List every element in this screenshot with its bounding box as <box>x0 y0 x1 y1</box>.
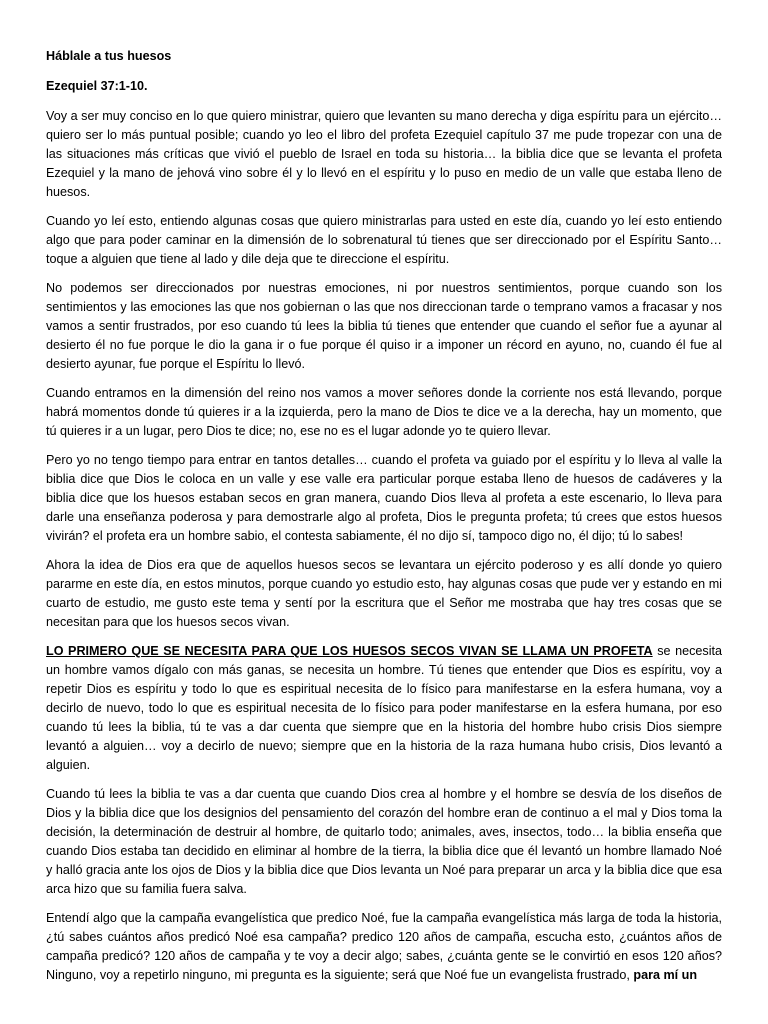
paragraph-6: Ahora la idea de Dios era que de aquellos huesos secos se levantara un ejército poderoso y es allí donde yo quiero pararme en este día, en estos minutos, porque cuando yo estudio esto, hay algunas cosas que pude ver y estando en mi cuarto de estudio, me gusto este tema y sentí por la escritura que el Señor me mostraba que hay tres cosas que se necesitan para que los huesos secos vivan. <box>46 558 722 629</box>
paragraph-3: No podemos ser direccionados por nuestras emociones, ni por nuestros sentimientos, porque cuando son los sentimientos y las emociones las que nos gobiernan o las que nos direccionan tarde o temprano vamos a fracasar y nos vamos a sentir frustrados, por eso cuando tú lees la biblia tú tienes que entender que cuando el señor fue a ayunar al desierto él no fue porque le dio la gana ir o fue porque él quiso ir a imponer un récord en ayuno, no, cuando él fue al desierto ayunar, fue porque el Espíritu lo llevó. <box>46 281 722 371</box>
scripture-reference: Ezequiel 37:1-10. <box>46 79 148 93</box>
first-point-text: se necesita un hombre vamos dígalo con más ganas, se necesita un hombre. Tú tienes que entender que Dios es espíritu, voy a repetir Dios es espíritu y todo lo que es espiritual necesita de lo físico para manifestarse en la esfera humana, voy a decirlo de nuevo, todo lo que es espiritual necesita de lo físico para poder manifestarse en la esfera humana, por eso cuando tú lees la biblia, tú te vas a dar cuenta que siempre que en la historia del hombre hubo crisis Dios siempre levantó a alguien… voy a decirlo de nuevo; siempre que en la historia de la raza humana hubo crisis, Dios levantó a alguien. <box>46 644 722 772</box>
paragraph-5: Pero yo no tengo tiempo para entrar en tantos detalles… cuando el profeta va guiado por el espíritu y lo lleva al valle la biblia dice que Dios le coloca en un valle y ese valle era particular porque estaba lleno de huesos de cadáveres y la biblia dice que los huesos estaban secos en gran manera, cuando Dios lleva al profeta a este escenario, lo lleva para darle una enseñanza poderosa y para demostrarle algo al profeta, Dios le pregunta profeta; tú crees que estos huesos vivirán? el profeta era un hombre sabio, el contesta sabiamente, él no dijo sí, tampoco digo no, él dijo; tú lo sabes! <box>46 453 722 543</box>
document-title: Háblale a tus huesos <box>46 49 172 63</box>
paragraph-4: Cuando entramos en la dimensión del reino nos vamos a mover señores donde la corriente nos está llevando, porque habrá momentos donde tú quieres ir a la izquierda, pero la mano de Dios te dice ve a la derecha, hay un momento, que tú quieres ir a un lugar, pero Dios te dice; no, ese no es el lugar adonde yo te quiero llevar. <box>46 386 722 438</box>
first-point-heading: LO PRIMERO QUE SE NECESITA PARA QUE LOS HUESOS SECOS VIVAN SE LLAMA UN PROFETA <box>46 644 653 658</box>
paragraph-1: Voy a ser muy conciso en lo que quiero ministrar, quiero que levanten su mano derecha y diga espíritu para un ejército… quiero ser lo más puntual posible; cuando yo leo el libro del profeta Ezequiel capítulo 37 me pude tropezar con una de las situaciones más críticas que vivió el pueblo de Israel en toda su historia… la biblia dice que se levanta el profeta Ezequiel y la mano de jehová vino sobre él y lo llevó en el espíritu y lo puso en medio de un valle que estaba lleno de huesos. <box>46 109 722 199</box>
last-paragraph-bold: para mí un <box>633 968 698 982</box>
paragraph-noe: Cuando tú lees la biblia te vas a dar cuenta que cuando Dios crea al hombre y el hombre se desvía de los diseños de Dios y la biblia dice que los designios del pensamiento del corazón del hombre eran de continuo a el mal y Dios toma la decisión, la determinación de destruir al hombre, de quitarlo todo; animales, aves, insectos, todo… la biblia enseña que cuando Dios estaba tan decidido en eliminar al hombre de la tierra, la biblia dice que él levantó un hombre llamado Noé y halló gracia ante los ojos de Dios y la biblia dice que Dios levanta un Noé para preparar un arca y la biblia dice que esa arca hizo que su familia fuera salva. <box>46 787 722 896</box>
paragraph-first-point <box>46 642 722 775</box>
last-paragraph-text: Entendí algo que la campaña evangelística que predico Noé, fue la campaña evangelística más larga de toda la historia, ¿tú sabes cuántos años predicó Noé esa campaña? predico 120 años de campaña, escucha esto, ¿cuántos años de campaña predicó? 120 años de campaña y te voy a decir algo; sabes, ¿cuánta gente se le convirtió en esos 120 años? Ninguno, voy a repetirlo ninguno, mi pregunta es la siguiente; será que Noé fue un evangelista frustrado, <box>46 911 722 982</box>
paragraph-2: Cuando yo leí esto, entiendo algunas cosas que quiero ministrarlas para usted en este día, cuando yo leí esto entiendo algo que para poder caminar en la dimensión de lo sobrenatural tú tienes que ser direccionado por el Espíritu Santo… toque a alguien que tiene al lado y dile deja que te direccione el espíritu. <box>46 214 722 266</box>
paragraph-last <box>46 909 722 985</box>
